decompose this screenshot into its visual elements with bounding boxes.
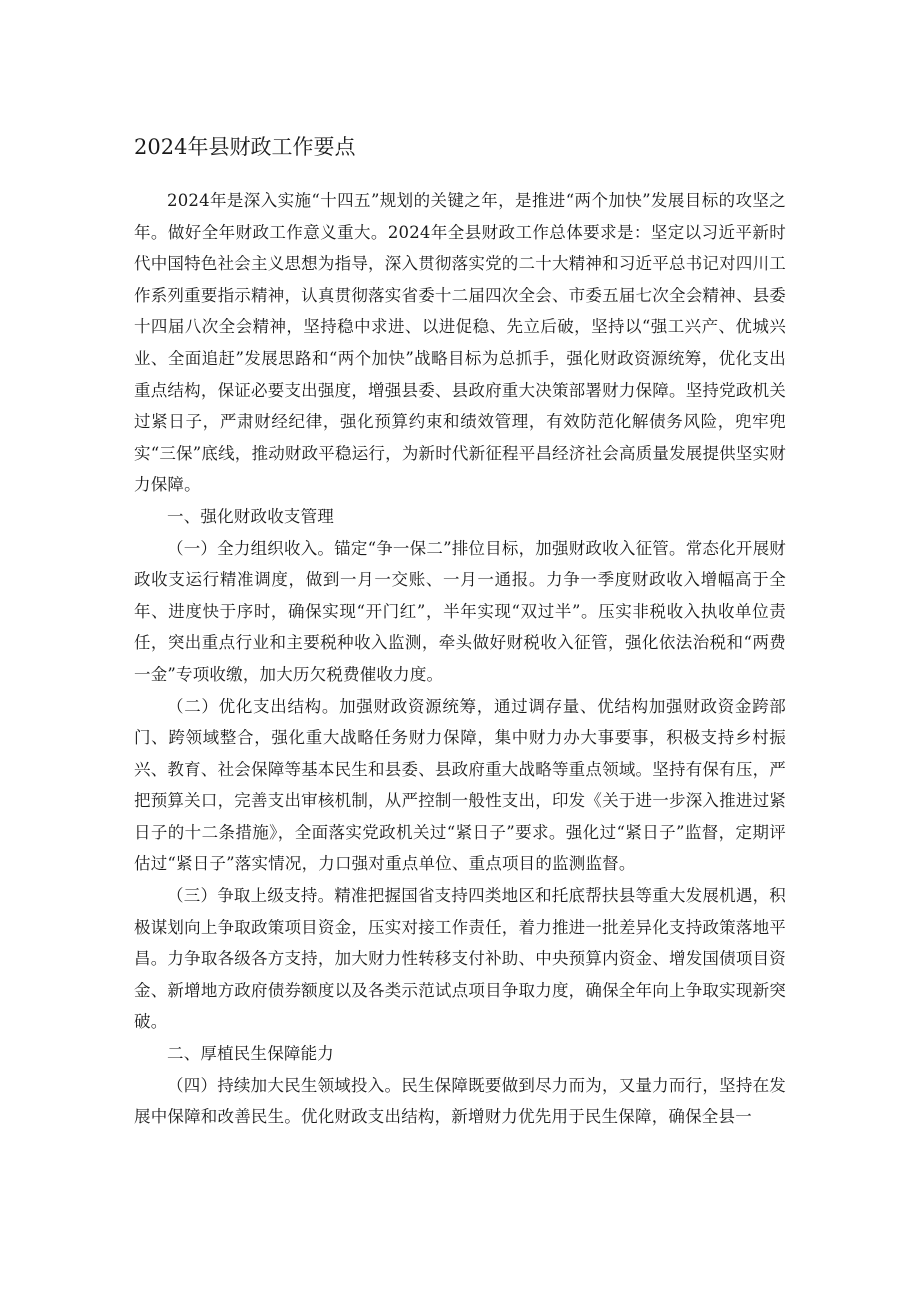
item-paragraph-3: （三）争取上级支持。精准把握国省支持四类地区和托底帮扶县等重大发展机遇，积极谋划向上争取政策项目资金，压实对接工作责任，着力推进一批差异化支持政策落地平昌。力争取各级各方支持，加大财力性转移支付补助、中央预算内资金、增发国债项目资金、新增地方政府债券额度以及各类示范试点项目争取力度，确保全年向上争取实现新突破。 [134,886,786,1032]
section-heading-2: 二、厚植民生保障能力 [167,1044,334,1064]
item-paragraph-2: （二）优化支出结构。加强财政资源统筹，通过调存量、优结构加强财政资金跨部门、跨领域整合，强化重大战略任务财力保障，集中财力办大事要事，积极支持乡村振兴、教育、社会保障等基本民生和县委、县政府重大战略等重点领域。坚持有保有压，严把预算关口，完善支出审核机制，从严控制一般性支出，印发《关于进一步深入推进过紧日子的十二条措施》，全面落实党政机关过“紧日子”要求。强化过“紧日子”监督，定期评估过“紧日子”落实情况，力口强对重点单位、重点项目的监测监督。 [134,696,786,874]
section-heading-1: 一、强化财政收支管理 [167,506,334,526]
intro-paragraph: 2024年是深入实施“十四五”规划的关键之年，是推进“两个加快”发展目标的攻坚之年。做好全年财政工作意义重大。2024年全县财政工作总体要求是：坚定以习近平新时代中国特色社会主义思想为指导，深入贯彻落实党的二十大精神和习近平总书记对四川工作系列重要指示精神，认真贯彻落实省委十二届四次全会、市委五届七次全会精神、县委十四届八次全会精神，坚持稳中求进、以进促稳、先立后破，坚持以“强工兴产、优城兴业、全面追赶”发展思路和“两个加快”战略目标为总抓手，强化财政资源统筹，优化支出重点结构，保证必要支出强度，增强县委、县政府重大决策部署财力保障。坚持党政机关过紧日子，严肃财经纪律，强化预算约束和绩效管理，有效防范化解债务风险，兜牢兜实“三保”底线，推动财政平稳运行，为新时代新征程平昌经济社会高质量发展提供坚实财力保障。 [134,191,786,495]
document-body [134,185,786,1133]
item-paragraph-4: （四）持续加大民生领域投入。民生保障既要做到尽力而为，又量力而行，坚持在发展中保障和改善民生。优化财政支出结构，新增财力优先用于民生保障，确保全县一 [134,1075,786,1127]
document-title: 2024年县财政工作要点 [134,135,356,159]
item-paragraph-1: （一）全力组织收入。锚定“争一保二”排位目标，加强财政收入征管。常态化开展财政收支运行精准调度，做到一月一交账、一月一通报。力争一季度财政收入增幅高于全年、进度快于序时，确保实现“开门红”，半年实现“双过半”。压实非税收入执收单位责任，突出重点行业和主要税种收入监测，牵头做好财税收入征管，强化依法治税和“两费一金”专项收缴，加大历欠税费催收力度。 [134,538,786,684]
